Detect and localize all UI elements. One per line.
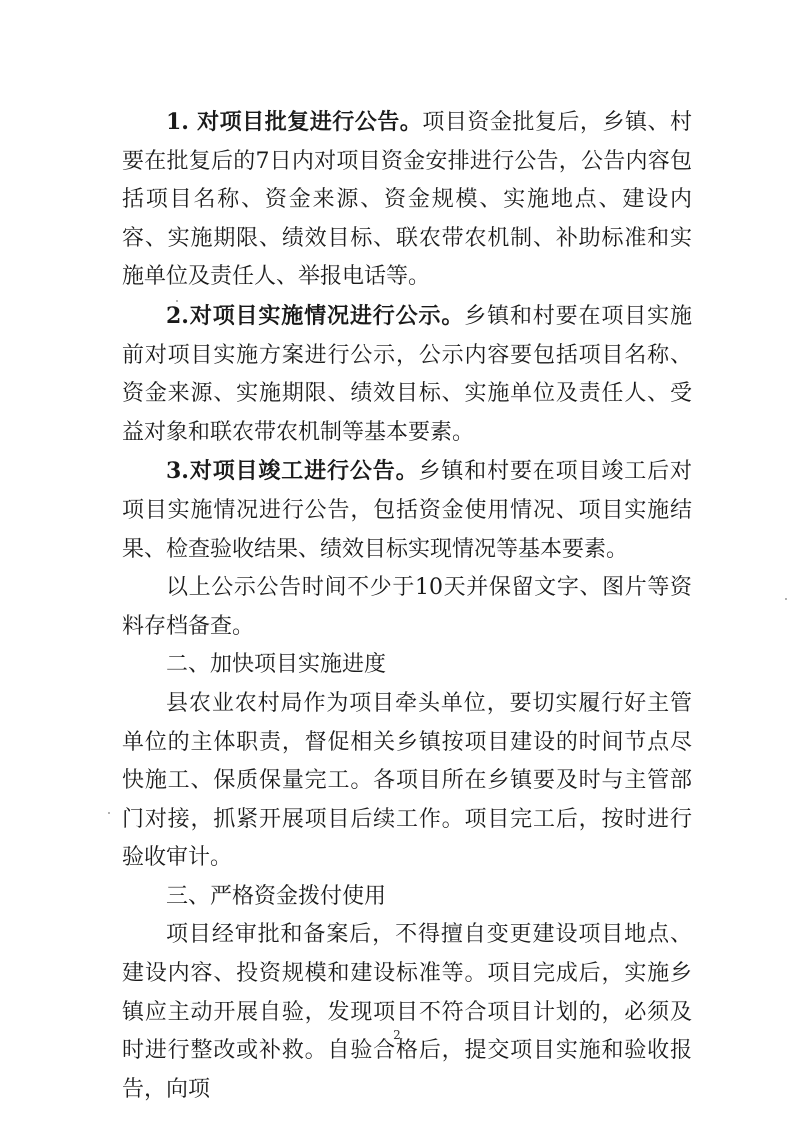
paragraph-3-lead: 3.对项目竣工进行公告。 (166, 458, 419, 485)
paragraph-1-lead: 1. 对项目批复进行公告。 (166, 109, 423, 135)
document-body (122, 103, 692, 1109)
paragraph-4 (122, 569, 692, 646)
section-3-text: 项目经审批和备案后，不得擅自变更建设项目地点、建设内容、投资规模和建设标准等。项目完成后，实施乡镇应主动开展自验，发现项目不符合项目计划的，必须及时进行整改或补救。自验合格后，提交项目实施和验收报告，向项 (122, 922, 692, 1102)
paragraph-1 (122, 103, 692, 297)
paragraph-2-text: 乡镇和村要在项目实施前对项目实施方案进行公示，公示内容要包括项目名称、资金来源、实施期限、绩效目标、实施单位及责任人、受益对象和联农带农机制等基本要素。 (122, 303, 692, 445)
section-3-heading: 三、严格资金拨付使用 (166, 883, 387, 909)
paragraph-2 (122, 297, 692, 452)
section-2-text: 县农业农村局作为项目牵头单位，要切实履行好主管单位的主体职责，督促相关乡镇按项目建设的时间节点尽快施工、保质保量完工。各项目所在乡镇要及时与主管部门对接，抓紧开展项目后续工作。项目完工后，按时进行验收审计。 (122, 690, 692, 871)
scan-speck (785, 598, 787, 600)
scan-speck (176, 300, 178, 302)
paragraph-1-text: 项目资金批复后，乡镇、村要在批复后的7日内对项目资金安排进行公告，公告内容包括项目名称、资金来源、资金规模、实施地点、建设内容、实施期限、绩效目标、联农带农机制、补助标准和实施单位及责任人、举报电话等。 (122, 110, 692, 290)
page-number: 2 (393, 1028, 401, 1042)
scan-speck (108, 812, 110, 814)
paragraph-3 (122, 452, 692, 569)
paragraph-4-text: 以上公示公告时间不少于10天并保留文字、图片等资料存档备查。 (122, 575, 692, 639)
paragraph-3-text: 乡镇和村要在项目竣工后对项目实施情况进行公告，包括资金使用情况、项目实施结果、检查验收结果、绩效目标实现情况等基本要素。 (122, 459, 692, 562)
section-2-heading: 二、加快项目实施进度 (166, 652, 387, 678)
paragraph-2-lead: 2.对项目实施情况进行公示。 (166, 302, 465, 329)
